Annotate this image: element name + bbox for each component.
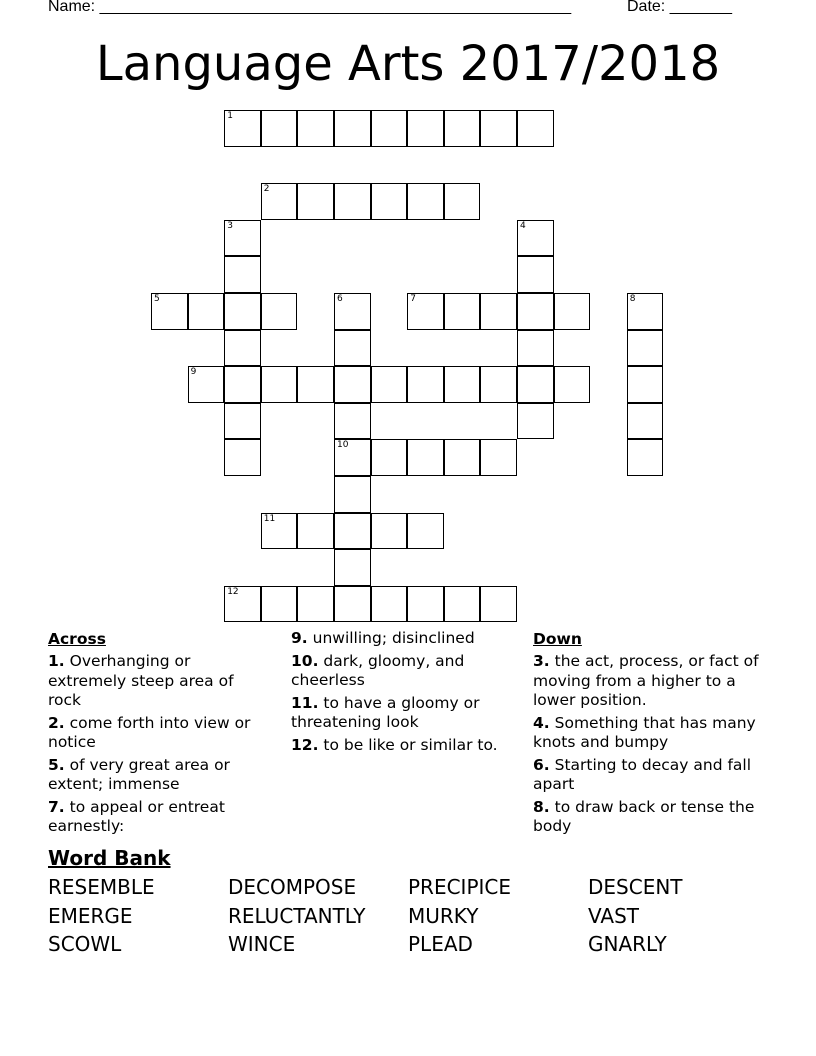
down-clues xyxy=(533,629,763,840)
crossword-cell xyxy=(407,513,444,550)
clue-down-6: 6. Starting to decay and fall apart xyxy=(533,755,752,793)
clue-across-10: 10. dark, gloomy, and cheerless xyxy=(291,651,465,689)
crossword-cell xyxy=(334,439,371,476)
word-bank-word: EMERGE xyxy=(48,904,133,928)
crossword-cell xyxy=(517,293,554,330)
word-bank-word: PLEAD xyxy=(408,932,473,956)
word-bank-word: PRECIPICE xyxy=(408,875,512,899)
word-bank-word: SCOWL xyxy=(48,932,122,956)
crossword-cell xyxy=(224,330,261,367)
crossword-cell xyxy=(407,586,444,623)
crossword-cell xyxy=(517,220,554,257)
crossword-cell xyxy=(554,293,591,330)
word-bank-word: VAST xyxy=(588,904,639,928)
page-title: Language Arts 2017/2018 xyxy=(95,36,721,92)
clue-number: 10 xyxy=(337,440,349,451)
clue-down-8: 8. to draw back or tense the body xyxy=(533,797,755,835)
clue-number: 11 xyxy=(263,513,276,524)
crossword-cell xyxy=(627,366,664,403)
clue-across-5: 5. of very great area or extent; immense xyxy=(48,755,230,793)
crossword-cell xyxy=(334,586,371,623)
crossword-cell xyxy=(480,293,517,330)
clue-number: 8 xyxy=(629,294,636,304)
crossword-cell xyxy=(444,439,481,476)
crossword-cell xyxy=(480,110,517,147)
crossword-cell xyxy=(407,293,444,330)
clue-across-11: 11. to have a gloomy or threatening look xyxy=(291,693,480,731)
crossword-cell xyxy=(224,586,261,623)
crossword-cell xyxy=(517,110,554,147)
crossword-cell xyxy=(444,293,481,330)
crossword-cell xyxy=(517,330,554,367)
clue-number: 9 xyxy=(190,367,197,378)
crossword-cell xyxy=(627,403,664,440)
word-bank-word: DECOMPOSE xyxy=(228,875,357,899)
across-clues xyxy=(48,629,268,840)
clue-across-2: 2. come forth into view or notice xyxy=(48,713,251,751)
word-bank-heading: Word Bank xyxy=(48,846,171,870)
clue-number: 1 xyxy=(227,111,233,121)
crossword-cell xyxy=(224,293,261,330)
crossword-cell xyxy=(480,439,517,476)
crossword-cell xyxy=(261,293,298,330)
crossword-cell xyxy=(444,110,481,147)
crossword-cell xyxy=(371,366,408,403)
across-heading: Across xyxy=(48,630,106,648)
crossword-cell xyxy=(224,256,261,293)
crossword-cell xyxy=(407,439,444,476)
date-field-line: Date: _______ xyxy=(627,0,732,15)
crossword-cell xyxy=(627,439,664,476)
clue-number: 4 xyxy=(520,220,526,231)
crossword-cell xyxy=(407,366,444,403)
crossword-cell xyxy=(334,183,371,220)
crossword-cell xyxy=(334,110,371,147)
crossword-cell xyxy=(371,586,408,623)
crossword-cell xyxy=(224,366,261,403)
crossword-cell xyxy=(151,293,188,330)
clue-across-12: 12. to be like or similar to. xyxy=(291,735,498,754)
crossword-cell xyxy=(517,256,554,293)
crossword-cell xyxy=(334,366,371,403)
crossword-cell xyxy=(517,366,554,403)
clue-number: 2 xyxy=(263,184,270,195)
clue-across-1: 1. Overhanging or extremely steep area of rock xyxy=(48,652,234,709)
crossword-cell xyxy=(444,586,481,623)
word-bank-word: MURKY xyxy=(408,904,479,928)
crossword-cell xyxy=(261,513,298,550)
word-bank-word: RELUCTANTLY xyxy=(228,904,366,928)
crossword-cell xyxy=(444,366,481,403)
crossword-cell xyxy=(224,110,261,147)
crossword-cell xyxy=(517,403,554,440)
clue-number: 3 xyxy=(227,220,233,231)
clue-number: 6 xyxy=(337,294,343,304)
crossword-cell xyxy=(224,439,261,476)
crossword-cell xyxy=(261,366,298,403)
crossword-cell xyxy=(371,110,408,147)
crossword-cell xyxy=(371,513,408,550)
crossword-cell xyxy=(444,183,481,220)
crossword-cell xyxy=(297,586,334,623)
word-bank-word: RESEMBLE xyxy=(48,875,155,899)
crossword-cell xyxy=(188,366,225,403)
word-bank-word: GNARLY xyxy=(588,932,667,956)
clue-down-4: 4. Something that has many knots and bumpy xyxy=(533,713,756,751)
crossword-cell xyxy=(261,183,298,220)
crossword-cell xyxy=(297,110,334,147)
crossword-cell xyxy=(261,586,298,623)
crossword-cell xyxy=(297,183,334,220)
crossword-cell xyxy=(334,476,371,513)
crossword-cell xyxy=(297,513,334,550)
crossword-cell xyxy=(224,220,261,257)
clue-number: 7 xyxy=(410,294,416,304)
crossword-cell xyxy=(407,183,444,220)
crossword-cell xyxy=(334,330,371,367)
crossword-cell xyxy=(627,293,664,330)
clue-number: 5 xyxy=(154,294,160,304)
crossword-cell xyxy=(371,439,408,476)
across-clues-continued xyxy=(291,629,516,758)
crossword-cell xyxy=(371,183,408,220)
crossword-cell xyxy=(334,293,371,330)
crossword-cell xyxy=(334,549,371,586)
clue-down-3: 3. the act, process, or fact of moving from a higher to a lower position. xyxy=(533,652,759,709)
crossword-cell xyxy=(297,366,334,403)
crossword-cell xyxy=(554,366,591,403)
crossword-cell xyxy=(627,330,664,367)
crossword-cell xyxy=(334,513,371,550)
crossword-cell xyxy=(480,366,517,403)
clue-number: 12 xyxy=(227,586,239,597)
clue-across-9: 9. unwilling; disinclined xyxy=(291,629,475,647)
crossword-cell xyxy=(188,293,225,330)
down-heading: Down xyxy=(533,630,582,648)
crossword-cell xyxy=(407,110,444,147)
crossword-cell xyxy=(224,403,261,440)
word-bank-word: WINCE xyxy=(228,932,296,956)
name-field-line: Name: _____________________________________________________ xyxy=(48,0,572,15)
crossword-cell xyxy=(480,586,517,623)
crossword-cell xyxy=(261,110,298,147)
word-bank-word: DESCENT xyxy=(588,875,683,899)
crossword-cell xyxy=(334,403,371,440)
clue-across-7: 7. to appeal or entreat earnestly: xyxy=(48,797,225,835)
